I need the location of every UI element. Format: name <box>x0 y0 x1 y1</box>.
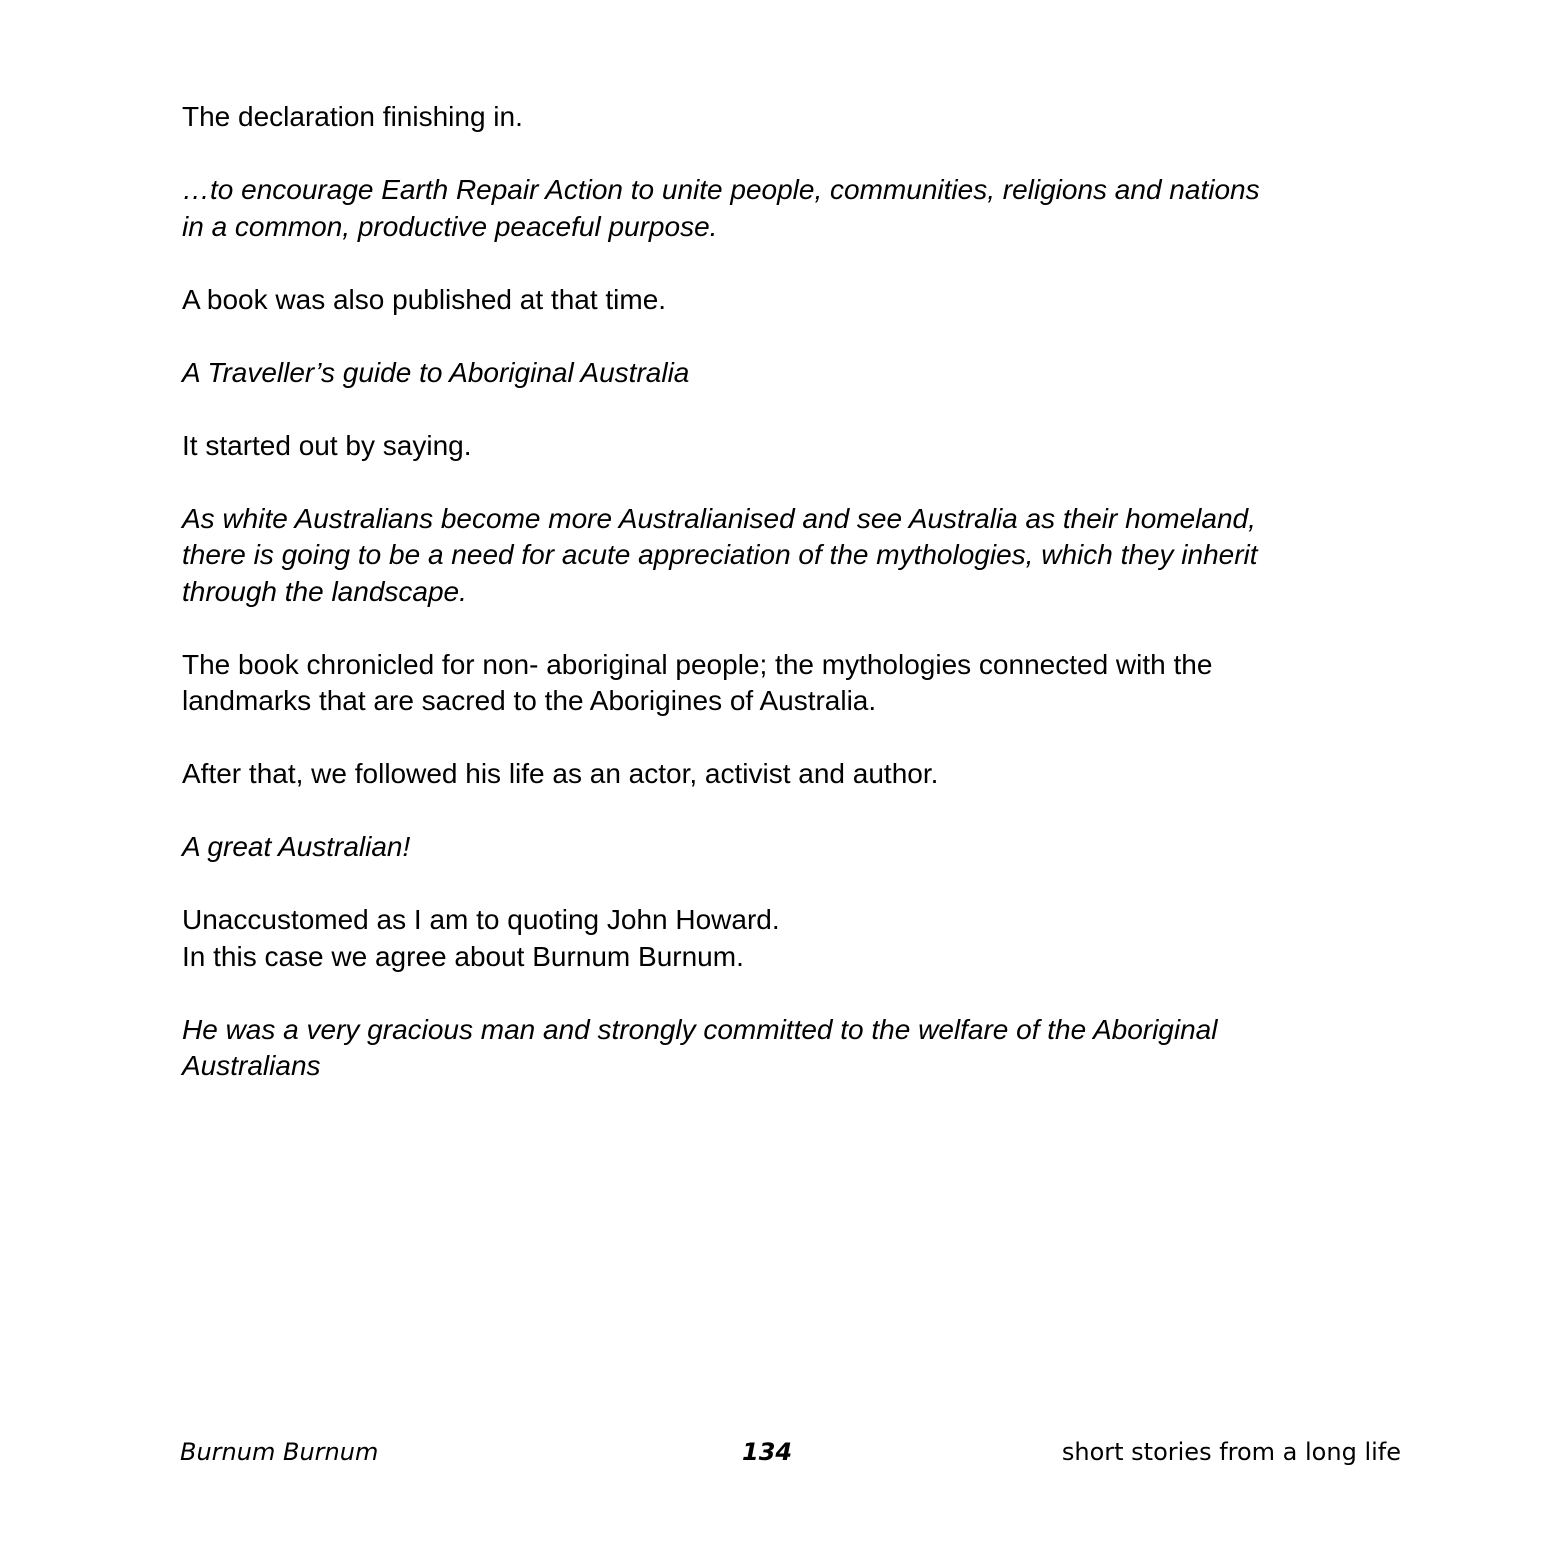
paragraph <box>182 355 1382 392</box>
paragraph <box>182 756 1382 793</box>
text-line: In this case we agree about Burnum Burnum. <box>182 940 744 972</box>
text-line: The book chronicled for non- aboriginal people; the mythologies connected with the <box>182 648 1213 680</box>
text-line: …to encourage Earth Repair Action to unite people, communities, religions and nations <box>182 174 1260 205</box>
paragraph <box>182 501 1382 611</box>
text-line: through the landscape. <box>182 575 467 607</box>
page-footer <box>0 1434 1557 1470</box>
paragraph <box>182 829 1382 866</box>
text-line: After that, we followed his life as an actor, activist and author. <box>182 758 939 789</box>
text-line: The declaration finishing in. <box>182 101 523 132</box>
paragraph <box>182 172 1382 245</box>
text-line: A great Australian! <box>182 831 411 862</box>
text-line: As white Australians become more Australianised and see Australia as their homeland, <box>182 502 1256 534</box>
footer-chapter-title: Burnum Burnum <box>180 1438 379 1466</box>
text-line: A book was also published at that time. <box>182 283 667 315</box>
text-line: He was a very gracious man and strongly committed to the welfare of the Aboriginal <box>182 1013 1218 1045</box>
body-text <box>182 99 1382 1121</box>
paragraph <box>182 902 1382 975</box>
paragraph <box>182 282 1382 319</box>
text-line: A Traveller’s guide to Aboriginal Australia <box>182 356 690 388</box>
text-line: in a common, productive peaceful purpose. <box>182 210 718 242</box>
paragraph <box>182 99 1382 136</box>
paragraph <box>182 1012 1382 1085</box>
paragraph <box>182 428 1382 465</box>
paragraph <box>182 647 1382 720</box>
text-line: landmarks that are sacred to the Aborigines of Australia. <box>182 685 877 716</box>
text-line: there is going to be a need for acute appreciation of the mythologies, which they inherit <box>182 539 1258 570</box>
footer-page-number: 134 <box>742 1438 793 1466</box>
footer-book-title: short stories from a long life <box>1061 1438 1401 1466</box>
text-line: Australians <box>182 1050 321 1081</box>
text-line: It started out by saying. <box>182 429 472 461</box>
text-line: Unaccustomed as I am to quoting John Howard. <box>182 904 780 935</box>
